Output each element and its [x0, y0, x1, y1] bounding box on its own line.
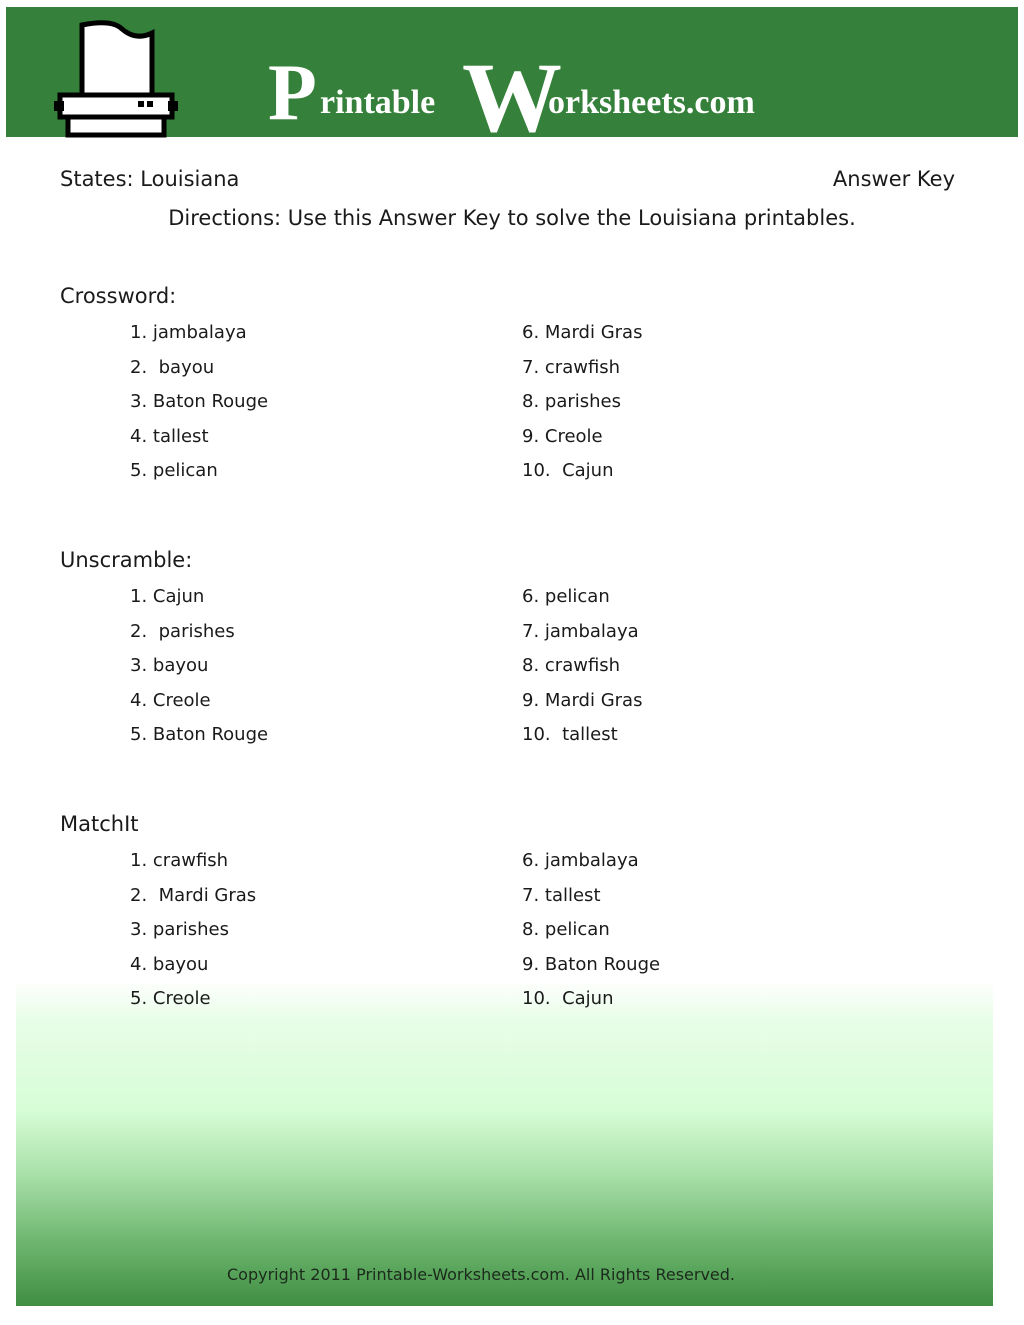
answer-item: 1. Cajun	[130, 586, 205, 607]
copyright-notice: Copyright 2011 Printable-Worksheets.com. All Rights Reserved.	[227, 1265, 735, 1284]
answer-item: 8. pelican	[522, 919, 610, 940]
answer-item: 7. jambalaya	[522, 621, 639, 642]
answer-item: 10. tallest	[522, 724, 618, 745]
answer-item: 6. Mardi Gras	[522, 322, 643, 343]
answer-item: 6. pelican	[522, 586, 610, 607]
answer-item: 9. Creole	[522, 426, 603, 447]
answer-item: 2. bayou	[130, 357, 215, 378]
directions-text: Directions: Use this Answer Key to solve the Louisiana printables.	[168, 206, 856, 230]
printer-icon	[50, 17, 182, 139]
page-title: States: Louisiana	[60, 167, 240, 191]
answer-item: 5. pelican	[130, 460, 218, 481]
site-logo	[268, 47, 808, 137]
answer-item: 10. Cajun	[522, 988, 614, 1009]
answer-item: 9. Mardi Gras	[522, 690, 643, 711]
header-banner	[6, 7, 1018, 137]
answer-item: 3. bayou	[130, 655, 209, 676]
section-heading-unscramble: Unscramble:	[60, 548, 193, 572]
answer-item: 8. parishes	[522, 391, 621, 412]
logo-letter-p: P	[268, 49, 317, 137]
answer-item: 10. Cajun	[522, 460, 614, 481]
answer-item: 8. crawfish	[522, 655, 621, 676]
logo-letter-w: W	[462, 47, 562, 137]
answer-item: 2. parishes	[130, 621, 235, 642]
answer-item: 7. crawfish	[522, 357, 621, 378]
answer-item: 4. bayou	[130, 954, 209, 975]
answer-item: 1. jambalaya	[130, 322, 247, 343]
footer-gradient-background	[16, 980, 993, 1306]
section-heading-matchit: MatchIt	[60, 812, 139, 836]
answer-key-label: Answer Key	[832, 167, 955, 191]
answer-item: 5. Creole	[130, 988, 211, 1009]
answer-item: 5. Baton Rouge	[130, 724, 269, 745]
answer-item: 1. crawfish	[130, 850, 229, 871]
section-heading-crossword: Crossword:	[60, 284, 177, 308]
answer-item: 4. tallest	[130, 426, 209, 447]
logo-word-rintable: rintable	[320, 84, 436, 121]
answer-item: 6. jambalaya	[522, 850, 639, 871]
answer-item: 7. tallest	[522, 885, 601, 906]
answer-item: 2. Mardi Gras	[130, 885, 257, 906]
answer-item: 9. Baton Rouge	[522, 954, 661, 975]
answer-item: 3. Baton Rouge	[130, 391, 269, 412]
answer-item: 4. Creole	[130, 690, 211, 711]
logo-word-orksheets: orksheets.com	[548, 84, 755, 121]
answer-item: 3. parishes	[130, 919, 229, 940]
